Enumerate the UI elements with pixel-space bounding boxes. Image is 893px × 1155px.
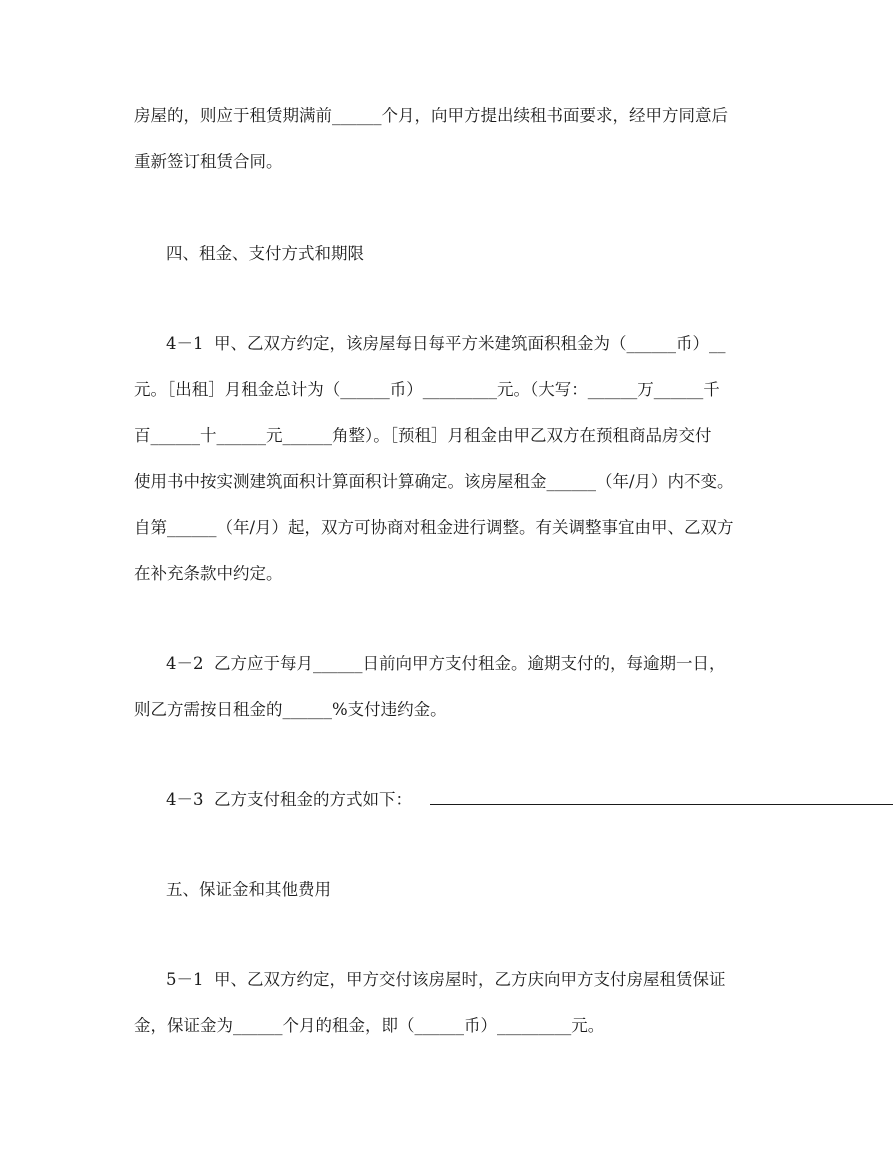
clause-4-1-line-6: 在补充条款中约定。 (134, 564, 283, 583)
clause-4-1-line-1: 4－1 甲、乙双方约定，该房屋每日每平方米建筑面积租金为（______币）__ (166, 334, 726, 353)
clause-5-1-line-2: 金，保证金为______个月的租金，即（______币）_________元。 (134, 1016, 605, 1035)
section-5-heading: 五、保证金和其他费用 (166, 880, 331, 899)
clause-4-3-line-1: 4－3 乙方支付租金的方式如下： (166, 790, 412, 809)
section-4-heading: 四、租金、支付方式和期限 (166, 244, 364, 263)
clause-4-1-line-4: 使用书中按实测建筑面积计算面积计算确定。该房屋租金______（年/月）内不变。 (134, 472, 734, 491)
clause-4-2-line-2: 则乙方需按日租金的______%支付违约金。 (134, 700, 447, 719)
clause-4-1-line-2: 元。［出租］月租金总计为（______币）_________元。（大写：______万______千 (134, 380, 720, 399)
payment-method-blank-line (430, 804, 893, 805)
paragraph-renewal-line-2: 重新签订租赁合同。 (134, 152, 283, 171)
clause-4-1-line-5: 自第______（年/月）起，双方可协商对租金进行调整。有关调整事宜由甲、乙双方 (134, 518, 734, 537)
clause-4-1-line-3: 百______十______元______角整）。［预租］月租金由甲乙双方在预租商品房交付 (134, 426, 712, 445)
paragraph-renewal-line-1: 房屋的，则应于租赁期满前______个月，向甲方提出续租书面要求，经甲方同意后 (134, 106, 728, 125)
clause-5-1-line-1: 5－1 甲、乙双方约定，甲方交付该房屋时，乙方庆向甲方支付房屋租赁保证 (166, 970, 726, 989)
clause-4-2-line-1: 4－2 乙方应于每月______日前向甲方支付租金。逾期支付的，每逾期一日， (166, 654, 726, 673)
